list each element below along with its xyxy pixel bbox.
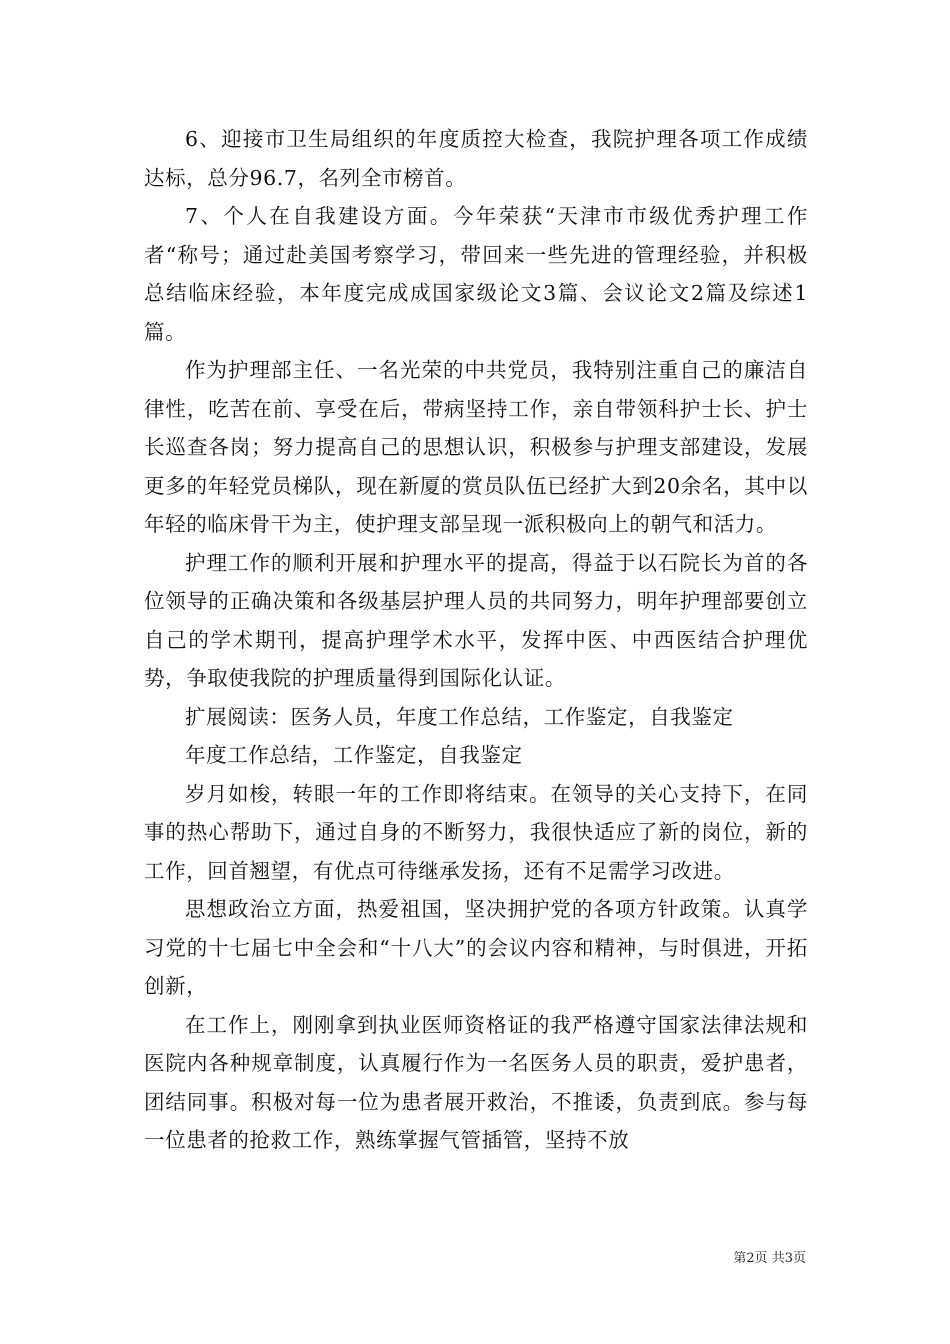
paragraph-party-member: 作为护理部主任、一名光荣的中共党员，我特别注重自己的廉洁自律性，吃苦在前、享受在后，带病坚持工作，亲自带领科护士长、护士长巡查各岗；努力提高自己的思想认识，积极参与护理支部建设，发展更多的年轻党员梯队，现在新厦的赏员队伍已经扩大到20余名，其中以年轻的临床骨干为主，使护理支部呈现一派积极向上的朝气和活力。 bbox=[144, 358, 808, 536]
page-number: 第2页 共3页 bbox=[733, 1251, 806, 1266]
paragraph-nursing-progress: 护理工作的顺利开展和护理水平的提高，得益于以石院长为首的各位领导的正确决策和各级基层护理人员的共同努力，明年护理部要创立自己的学术期刊，提高护理学术水平，发挥中医、中西医结合护理优势，争取使我院的护理质量得到国际化认证。 bbox=[144, 550, 808, 690]
document-body bbox=[144, 120, 808, 1160]
paragraph-work: 在工作上，刚刚拿到执业医师资格证的我严格遵守国家法律法规和医院内各种规章制度，认真履行作为一名医务人员的职责，爱护患者，团结同事。积极对每一位为患者展开救治，不推诿，负责到底。参与每一位患者的抢救工作，熟练掌握气管插管，坚持不放 bbox=[144, 1012, 808, 1152]
paragraph-item-6: 6、迎接市卫生局组织的年度质控大检查，我院护理各项工作成绩达标，总分96.7，名列全市榜首。 bbox=[144, 127, 808, 190]
paragraph-subtitle: 年度工作总结，工作鉴定，自我鉴定 bbox=[185, 743, 523, 767]
paragraph-year-intro: 岁月如梭，转眼一年的工作即将结束。在领导的关心支持下，在同事的热心帮助下，通过自身的不断努力，我很快适应了新的岗位，新的工作，回首翘望，有优点可待继承发扬，还有不足需学习改进。 bbox=[144, 781, 808, 883]
paragraph-extended-reading: 扩展阅读：医务人员，年度工作总结，工作鉴定，自我鉴定 bbox=[185, 704, 734, 729]
paragraph-item-7: 7、个人在自我建设方面。今年荣获“天津市市级优秀护理工作者“称号；通过赴美国考察学习，带回来一些先进的管理经验，并积极总结临床经验，本年度完成成国家级论文3篇、会议论文2篇及综述1篇。 bbox=[144, 204, 808, 344]
paragraph-political: 思想政治立方面，热爱祖国，坚决拥护党的各项方针政策。认真学习党的十七届七中全会和“十八大”的会议内容和精神，与时俱进，开拓创新， bbox=[144, 897, 808, 998]
